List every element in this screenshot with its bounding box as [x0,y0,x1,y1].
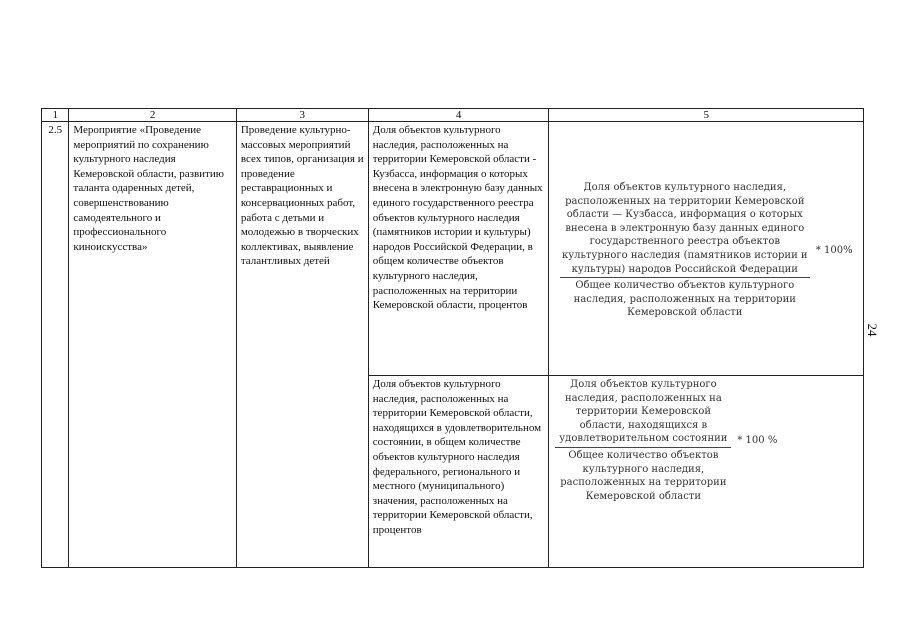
indicator-2-formula-cell [549,376,864,568]
indicator-1-formula-denominator: Общее количество объектов культурного наследия, расположенных на территории Кемеровской области [573,280,796,319]
indicator-1-formula-multiplier: * 100% [815,244,853,256]
indicator-1-formula-cell [549,122,864,376]
indicator-2-formula-denominator: Общее количество объектов культурного наследия, расположенных на территории Кемеровской области [560,449,727,502]
event-cell: Мероприятие «Проведение мероприятий по сохранению культурного наследия Кемеровской области, развитию таланта одаренных детей, совершенствованию самодеятельного и профессионального киноискусства» [69,122,236,568]
header-cell-5: 5 [549,109,864,122]
row-number-cell: 2.5 [42,122,69,568]
indicator-2-formula-multiplier: * 100 % [737,434,778,446]
header-cell-1: 1 [42,109,69,122]
indicator-2-formula [553,378,859,503]
header-cell-3: 3 [236,109,368,122]
page-number: 24 [865,323,880,337]
indicator-2-name-cell: Доля объектов культурного наследия, расположенных на территории Кемеровской области, находящихся в удовлетворительном состоянии, в общем количестве объектов культурного наследия федерального, регионального и местного (муниципального) значения, расположенных на территории Кемеровской области, процентов [368,376,549,568]
indicator-1-name-cell: Доля объектов культурного наследия, расположенных на территории Кемеровской области - Кузбасса, информация о которых внесена в электронную базу данных единого государственного реестра объектов культурного наследия (памятников истории и культуры) народов Российской Федерации, в общем количестве объектов культурного наследия, расположенных на территории Кемеровской области, процентов [368,122,549,376]
table-row [42,122,864,376]
indicator-1-formula-numerator: Доля объектов культурного наследия, расположенных на территории Кемеровской области — Кузбасса, информация о которых внесена в электронную базу данных единого государственного реестра объектов культурного наследия (памятников истории и культуры) народов Российской Федерации [561,182,808,275]
header-cell-2: 2 [69,109,236,122]
activity-cell: Проведение культурно-массовых мероприятий всех типов, организация и проведение реставрационных и консервационных работ, работа с детьми и молодежью в творческих коллективах, выявление талантливых детей [236,122,368,568]
indicator-2-formula-numerator: Доля объектов культурного наследия, расположенных на территории Кемеровской области, находящихся в удовлетворительном состоянии [559,379,728,445]
header-cell-4: 4 [368,109,549,122]
indicators-table [41,108,864,568]
indicator-1-formula [553,181,859,320]
table-header-row [42,109,864,122]
